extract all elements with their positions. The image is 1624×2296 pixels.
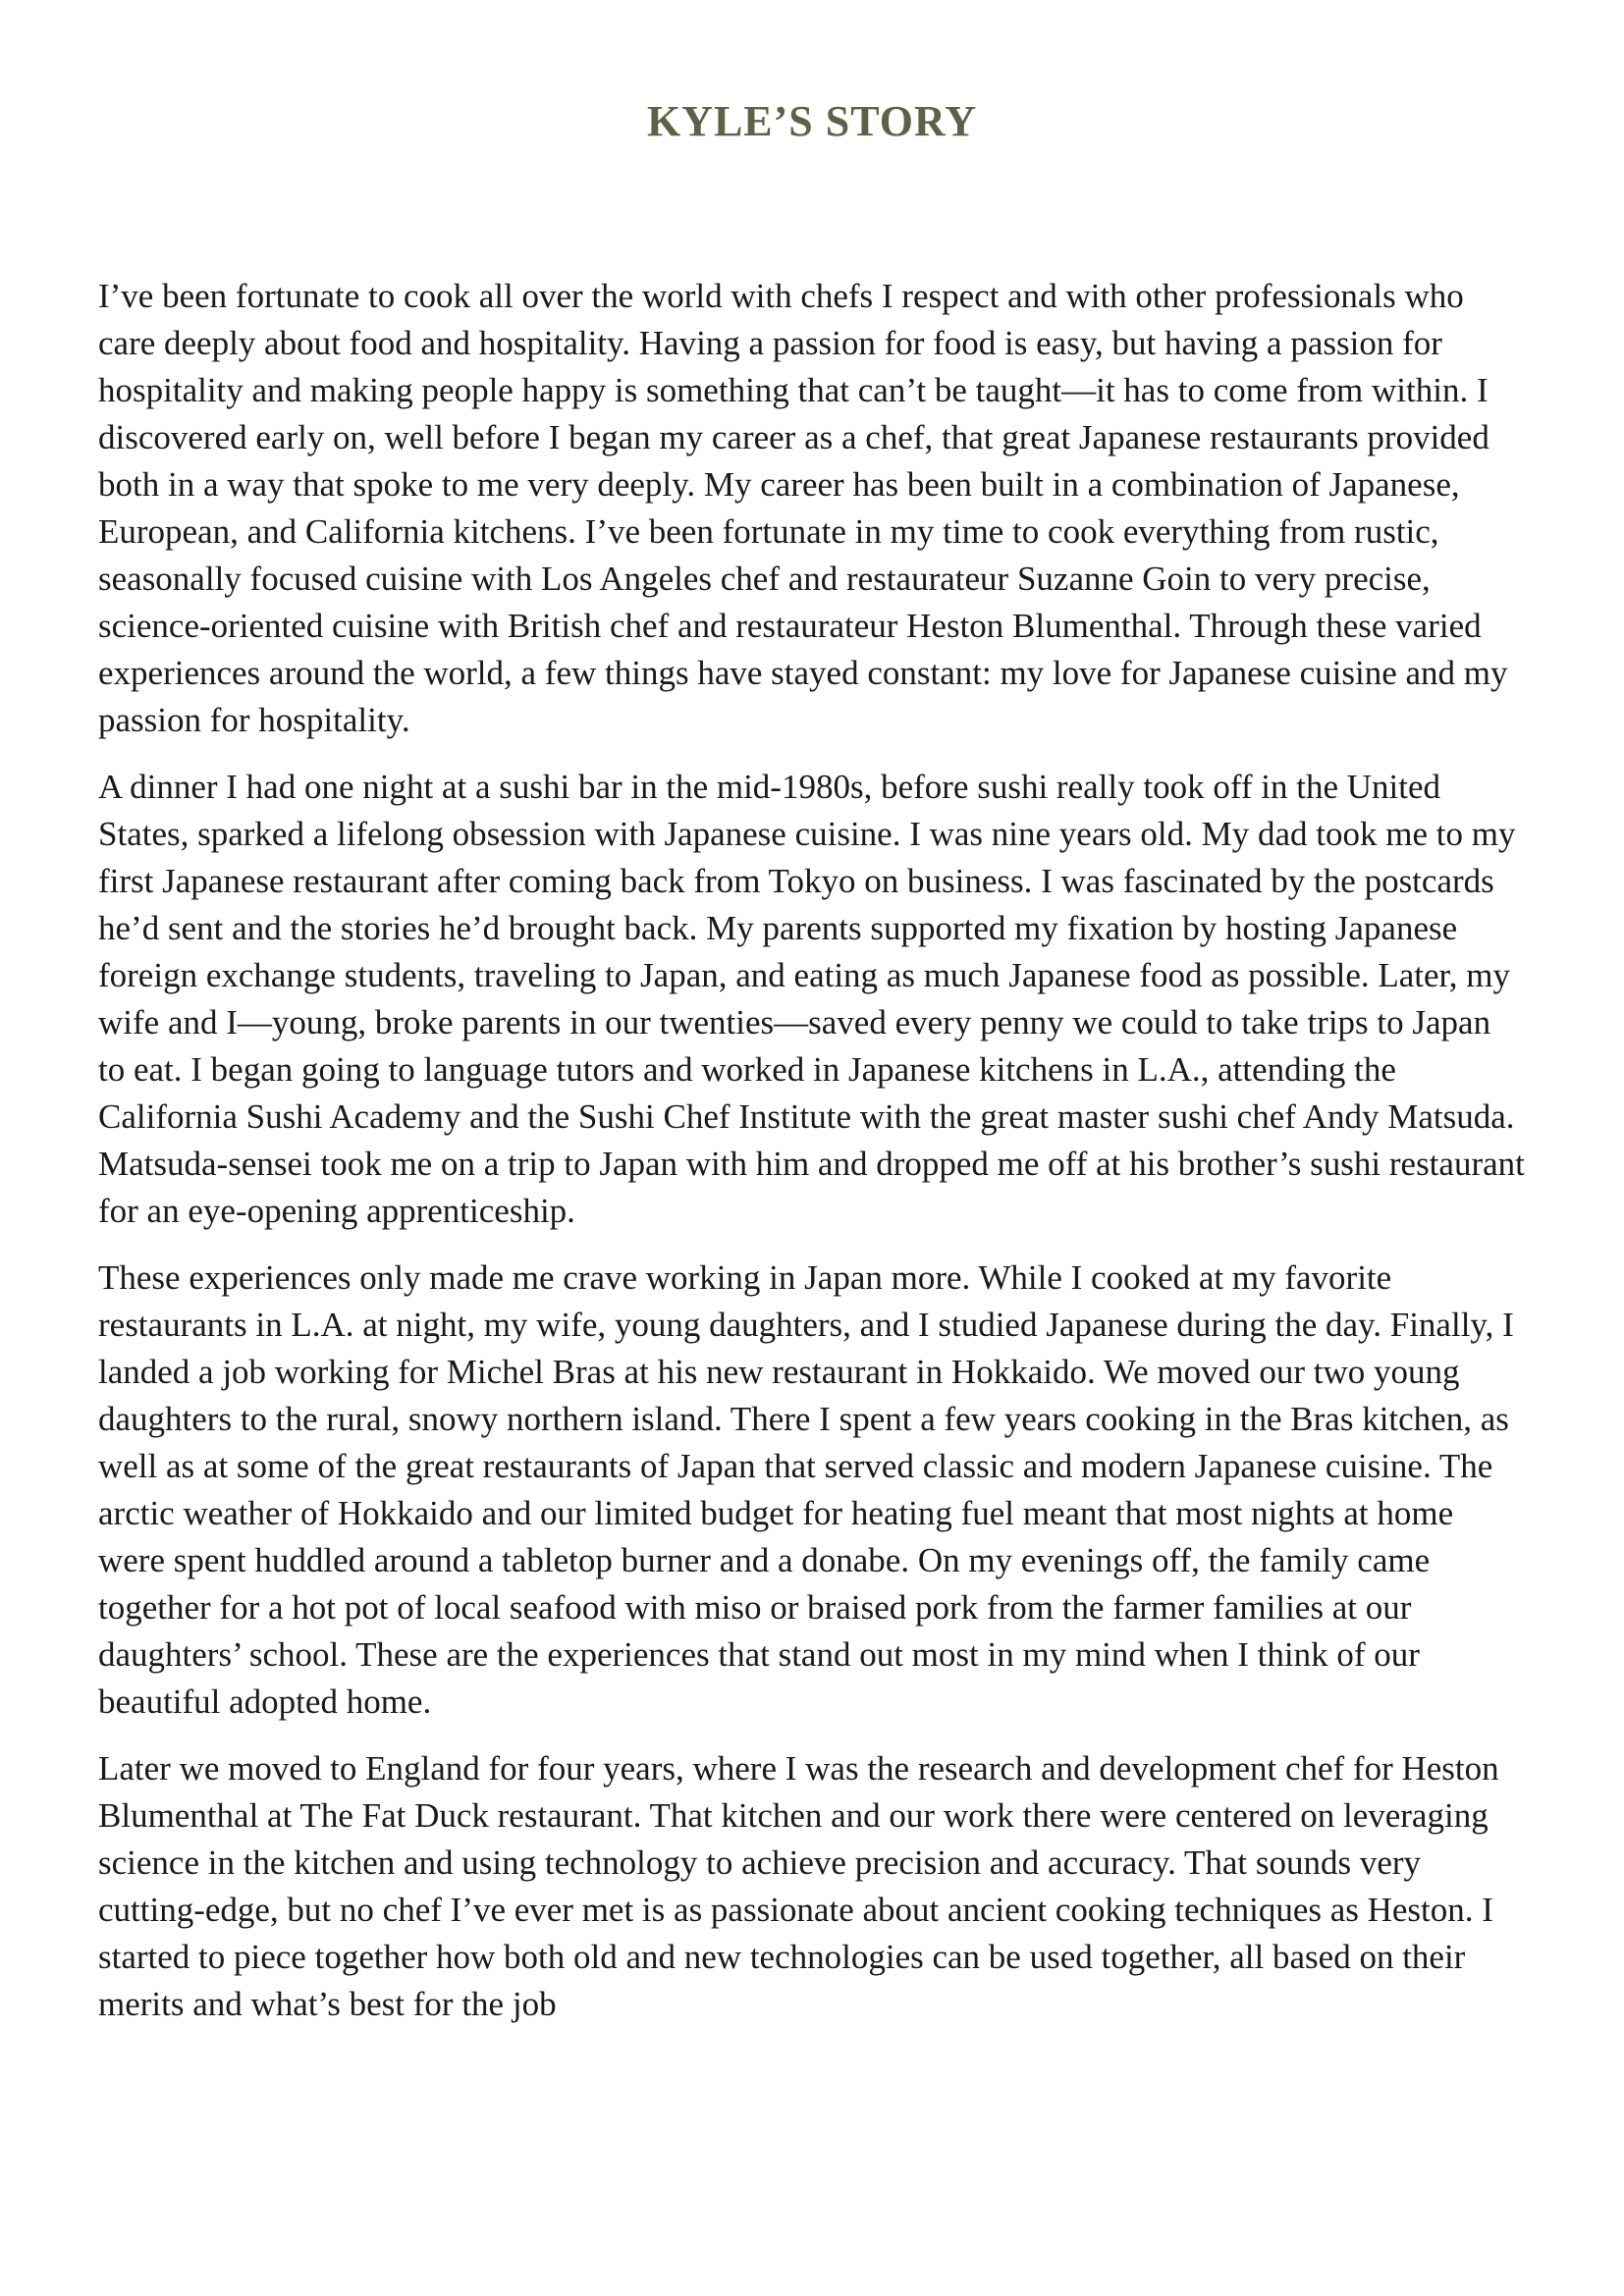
paragraph-4: Later we moved to England for four years, where I was the research and development chef for Heston Blumenthal at The Fat Duck restaurant. That kitchen and our work there were centered on leveraging science in the kitchen and using technology to achieve precision and accuracy. That sounds very cutting-edge, but no chef I’ve ever met is as passionate about ancient cooking techniques as Heston. I started to piece together how both old and new technologies can be used together, all based on their merits and what’s best for the job: [98, 1749, 1499, 2023]
document-body: [98, 273, 1526, 2028]
page-title: KYLE’S STORY: [646, 97, 978, 145]
paragraph-3: These experiences only made me crave working in Japan more. While I cooked at my favorite restaurants in L.A. at night, my wife, young daughters, and I studied Japanese during the day. Finally, I landed a job working for Michel Bras at his new restaurant in Hokkaido. We moved our two young daughters to the rural, snowy northern island. There I spent a few years cooking in the Bras kitchen, as well as at some of the great restaurants of Japan that served classic and modern Japanese cuisine. The arctic weather of Hokkaido and our limited budget for heating fuel meant that most nights at home were spent huddled around a tabletop burner and a donabe. On my evenings off, the family came together for a hot pot of local seafood with miso or braised pork from the farmer families at our daughters’ school. These are the experiences that stand out most in my mind when I think of our beautiful adopted home.: [98, 1258, 1514, 1721]
paragraph-1: I’ve been fortunate to cook all over the world with chefs I respect and with other professionals who care deeply about food and hospitality. Having a passion for food is easy, but having a passion for hospitality and making people happy is something that can’t be taught—it has to come from within. I discovered early on, well before I began my career as a chef, that great Japanese restaurants provided both in a way that spoke to me very deeply. My career has been built in a combination of Japanese, European, and California kitchens. I’ve been fortunate in my time to cook everything from rustic, seasonally focused cuisine with Los Angeles chef and restaurateur Suzanne Goin to very precise, science-oriented cuisine with British chef and restaurateur Heston Blumenthal. Through these varied experiences around the world, a few things have stayed constant: my love for Japanese cuisine and my passion for hospitality.: [98, 277, 1508, 739]
paragraph-2: A dinner I had one night at a sushi bar in the mid-1980s, before sushi really took off in the United States, sparked a lifelong obsession with Japanese cuisine. I was nine years old. My dad took me to my first Japanese restaurant after coming back from Tokyo on business. I was fascinated by the postcards he’d sent and the stories he’d brought back. My parents supported my fixation by hosting Japanese foreign exchange students, traveling to Japan, and eating as much Japanese food as possible. Later, my wife and I—young, broke parents in our twenties—saved every penny we could to take trips to Japan to eat. I began going to language tutors and worked in Japanese kitchens in L.A., attending the California Sushi Academy and the Sushi Chef Institute with the great master sushi chef Andy Matsuda. Matsuda-sensei took me on a trip to Japan with him and dropped me off at his brother’s sushi restaurant for an eye-opening apprenticeship.: [98, 768, 1525, 1230]
